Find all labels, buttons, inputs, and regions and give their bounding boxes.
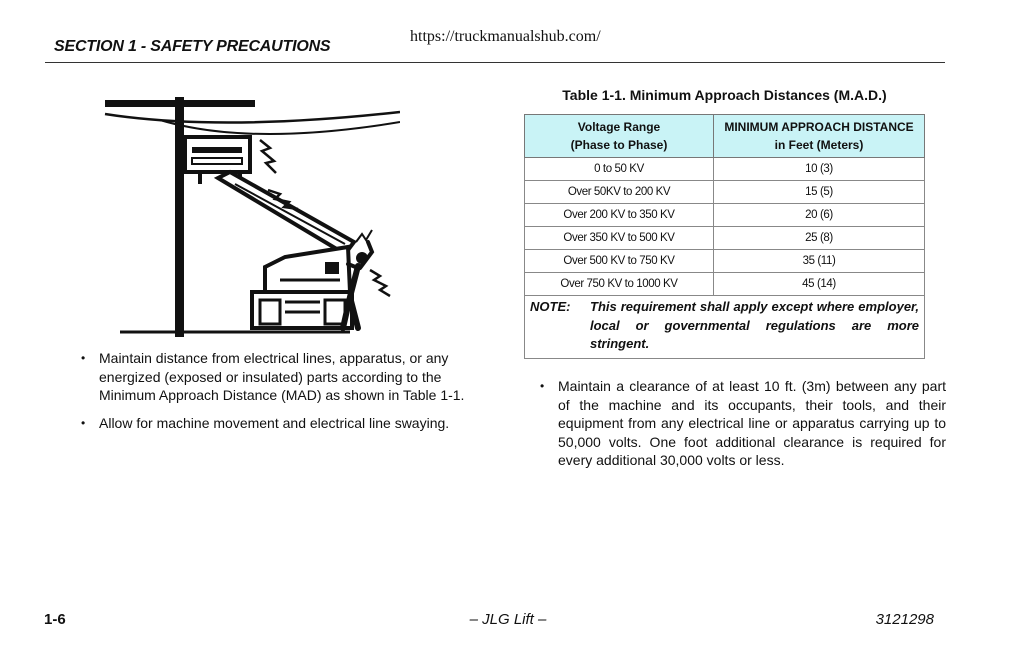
voltage-cell: 0 to 50 KV [525,158,714,181]
distance-cell: 35 (11) [714,250,925,273]
voltage-cell: Over 350 KV to 500 KV [525,227,714,250]
page-number: 1-6 [44,611,66,628]
utility-pole [175,97,184,337]
distance-cell: 45 (14) [714,273,925,296]
power-line-upper [105,112,400,123]
footer-brand: – JLG Lift – [469,611,547,628]
table-note [525,296,925,359]
distance-cell: 25 (8) [714,227,925,250]
header-url: https://truckmanualshub.com/ [410,28,601,45]
note-label: NOTE: [530,299,571,314]
voltage-cell: Over 500 KV to 750 KV [525,250,714,273]
electrocution-hazard-illustration [100,92,400,337]
voltage-cell: Over 750 KV to 1000 KV [525,273,714,296]
distance-cell: 15 (5) [714,181,925,204]
column-header-distance: MINIMUM APPROACH DISTANCE in Feet (Meters) [714,115,925,158]
table-row [525,227,925,250]
mad-table [524,114,925,359]
list-item: • Allow for machine movement and electrical line swaying. [81,414,450,431]
list-item: • Maintain a clearance of at least 10 ft. (3m) between any part of the machine and its occupants, their tools, and their equipment from any electrical line or apparatus carrying up to 50,000 volts. One foot additional clearance is required for every additional 30,000 volts or less. [540,378,946,468]
note-text: This requirement shall apply except where employer, local or governmental regulations are more stringent. [590,299,919,351]
distance-cell: 10 (3) [714,158,925,181]
table-row [525,181,925,204]
voltage-cell: Over 50KV to 200 KV [525,181,714,204]
right-bullet-list [540,377,946,479]
column-header-voltage: Voltage Range (Phase to Phase) [525,115,714,158]
distance-cell: 20 (6) [714,204,925,227]
spark-icon [260,140,276,173]
table-header-row [525,115,925,158]
header-rule [45,62,945,63]
left-bullet-list [81,349,487,441]
table-row [525,250,925,273]
table-row [525,158,925,181]
voltage-cell: Over 200 KV to 350 KV [525,204,714,227]
document-number: 3121298 [875,611,934,628]
boom-arm [218,172,354,254]
list-item: • Maintain distance from electrical lines, apparatus, or any energized (exposed or insulated) parts according to the Minimum Approach Distance (MAD) as shown in Table 1-1. [81,350,465,403]
table-note-row [525,296,925,359]
table-row [525,204,925,227]
table-caption: Table 1-1. Minimum Approach Distances (M.A.D.) [562,87,887,103]
section-title: SECTION 1 - SAFETY PRECAUTIONS [54,38,331,55]
table-row [525,273,925,296]
platform-basket [185,137,250,172]
pole-crossarm [105,100,255,107]
